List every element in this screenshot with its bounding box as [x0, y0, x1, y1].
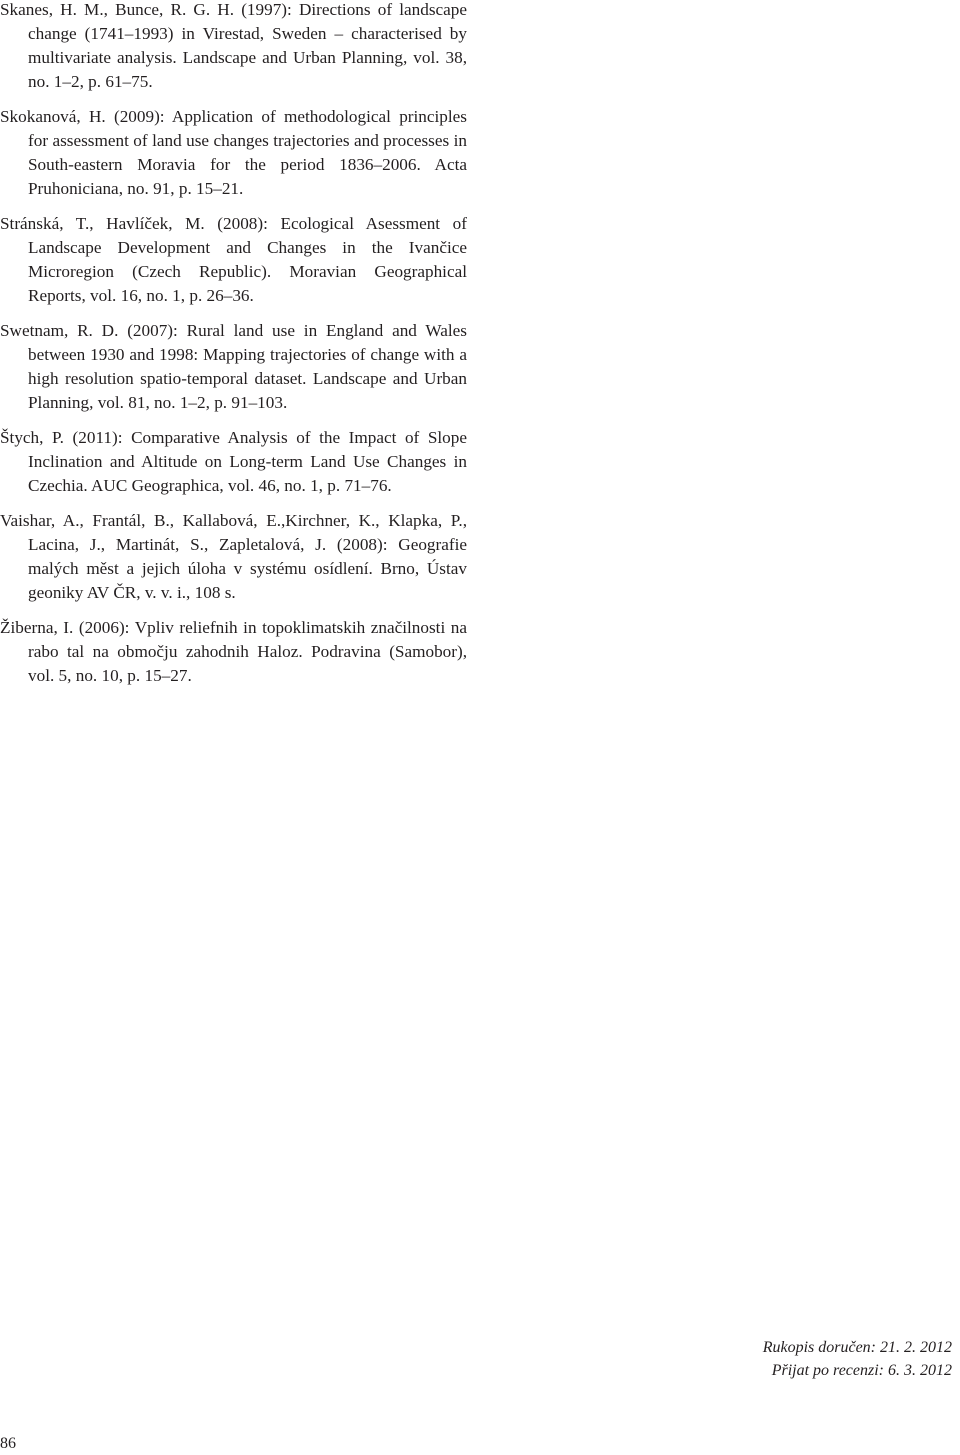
reference-skanes: Skanes, H. M., Bunce, R. G. H. (1997): Directions of landscape change (1741–1993) in Virestad, Sweden – characterised by multivariate analysis. Landscape and Urban Planning, vol. 38, no. 1–2, p. 61–75.: [0, 0, 467, 91]
reference-ziberna: Žiberna, I. (2006): Vpliv reliefnih in topoklimatskih značilnosti na rabo tal na območju zahodnih Haloz. Podravina (Samobor), vol. 5, no. 10, p. 15–27.: [0, 618, 467, 685]
manuscript-dates: [652, 1336, 952, 1382]
reference-stranska: Stránská, T., Havlíček, M. (2008): Ecological Asessment of Landscape Development and Changes in the Ivančice Microregion (Czech Republic). Moravian Geographical Reports, vol. 16, no. 1, p. 26–36.: [0, 214, 467, 305]
page-number: 86: [0, 1435, 16, 1452]
reference-skokanova: Skokanová, H. (2009): Application of methodological principles for assessment of land use changes trajectories and processes in South-eastern Moravia for the period 1836–2006. Acta Pruhoniciana, no. 91, p. 15–21.: [0, 107, 467, 198]
reference-vaishar: Vaishar, A., Frantál, B., Kallabová, E.,Kirchner, K., Klapka, P., Lacina, J., Martinát, S., Zapletalová, J. (2008): Geografie malých měst a jejich úloha v systému osídlení. Brno, Ústav geoniky AV ČR, v. v. i., 108 s.: [0, 511, 467, 602]
reference-swetnam: Swetnam, R. D. (2007): Rural land use in England and Wales between 1930 and 1998: Mapping trajectories of change with a high resolution spatio-temporal dataset. Landscape and Urban Planning, vol. 81, no. 1–2, p. 91–103.: [0, 321, 467, 412]
accepted-date: Přijat po recenzi: 6. 3. 2012: [771, 1362, 952, 1379]
reference-stych: Štych, P. (2011): Comparative Analysis of the Impact of Slope Inclination and Altitude on Long-term Land Use Changes in Czechia. AUC Geographica, vol. 46, no. 1, p. 71–76.: [0, 428, 467, 495]
received-date: Rukopis doručen: 21. 2. 2012: [762, 1339, 952, 1356]
reference-list: [0, 0, 467, 699]
